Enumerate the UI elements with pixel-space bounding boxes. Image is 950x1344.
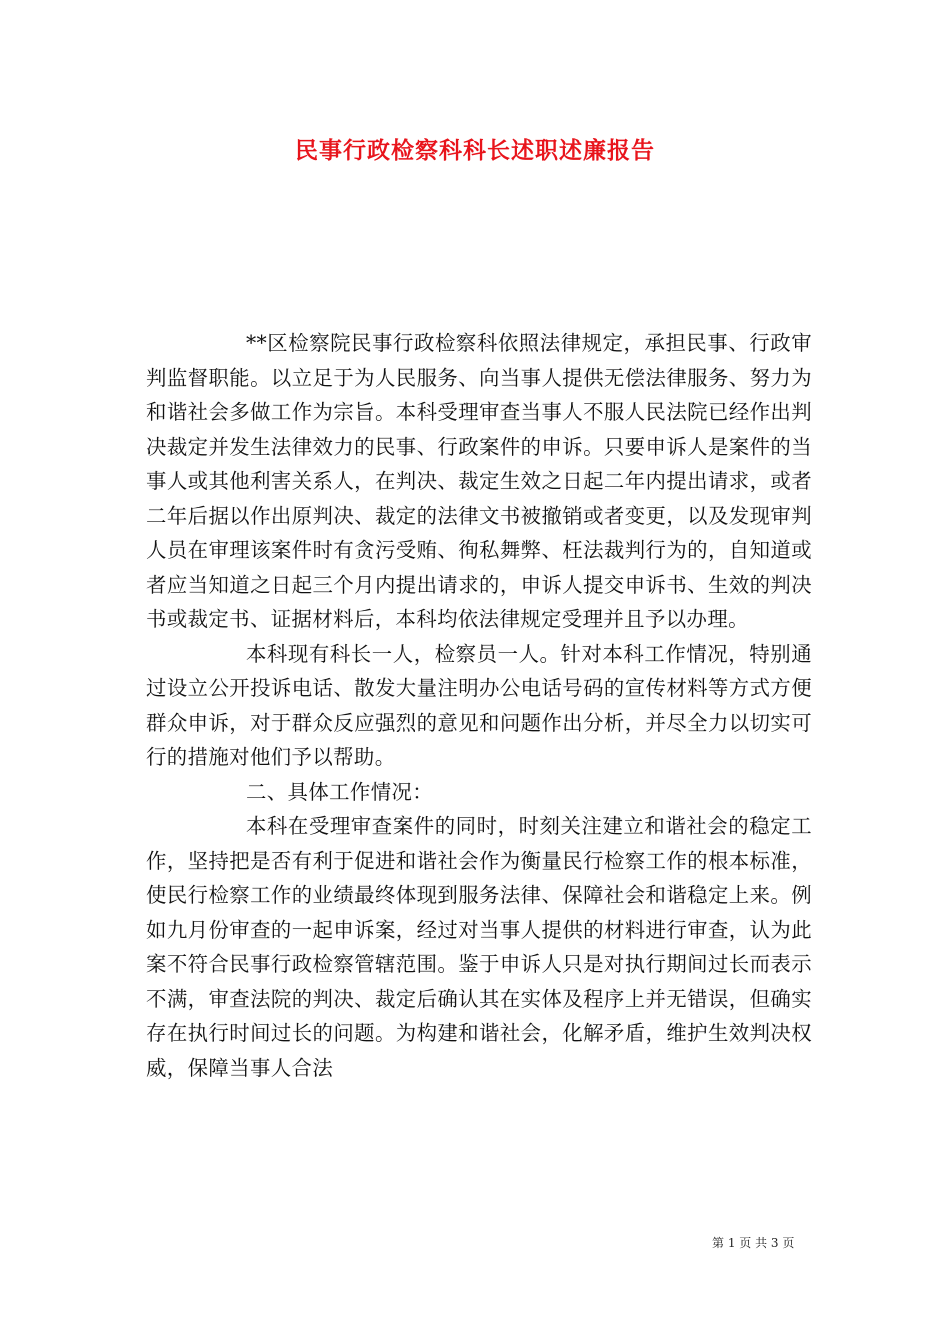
- section-heading: 二、具体工作情况：: [245, 779, 434, 804]
- document-body: [146, 326, 812, 1085]
- paragraph-1: **区检察院民事行政检察科依照法律规定，承担民事、行政审判监督职能。以立足于为人民服务、向当事人提供无偿法律服务、努力为和谐社会多做工作为宗旨。本科受理审查当事人不服人民法院已经作出判决裁定并发生法律效力的民事、行政案件的申诉。只要申诉人是案件的当事人或其他利害关系人，在判决、裁定生效之日起二年内提出请求，或者二年后据以作出原判决、裁定的法律文书被撤销或者变更，以及发现审判人员在审理该案件时有贪污受贿、徇私舞弊、枉法裁判行为的，自知道或者应当知道之日起三个月内提出请求的，申诉人提交申诉书、生效的判决书或裁定书、证据材料后，本科均依法律规定受理并且予以办理。: [146, 331, 812, 631]
- paragraph-3: 本科在受理审查案件的同时，时刻关注建立和谐社会的稳定工作，坚持把是否有利于促进和谐社会作为衡量民行检察工作的根本标准，使民行检察工作的业绩最终体现到服务法律、保障社会和谐稳定上来。例如九月份审查的一起申诉案，经过对当事人提供的材料进行审查，认为此案不符合民事行政检察管辖范围。鉴于申诉人只是对执行期间过长而表示不满，审查法院的判决、裁定后确认其在实体及程序上并无错误，但确实存在执行时间过长的问题。为构建和谐社会，化解矛盾，维护生效判决权威，保障当事人合法: [146, 814, 812, 1080]
- paragraph-2: 本科现有科长一人，检察员一人。针对本科工作情况，特别通过设立公开投诉电话、散发大量注明办公电话号码的宣传材料等方式方便群众申诉，对于群众反应强烈的意见和问题作出分析，并尽全力以切实可行的措施对他们予以帮助。: [146, 641, 812, 769]
- document-title: 民事行政检察科科长述职述廉报告: [295, 137, 655, 164]
- page-number: 第 1 页 共 3 页: [712, 1236, 795, 1250]
